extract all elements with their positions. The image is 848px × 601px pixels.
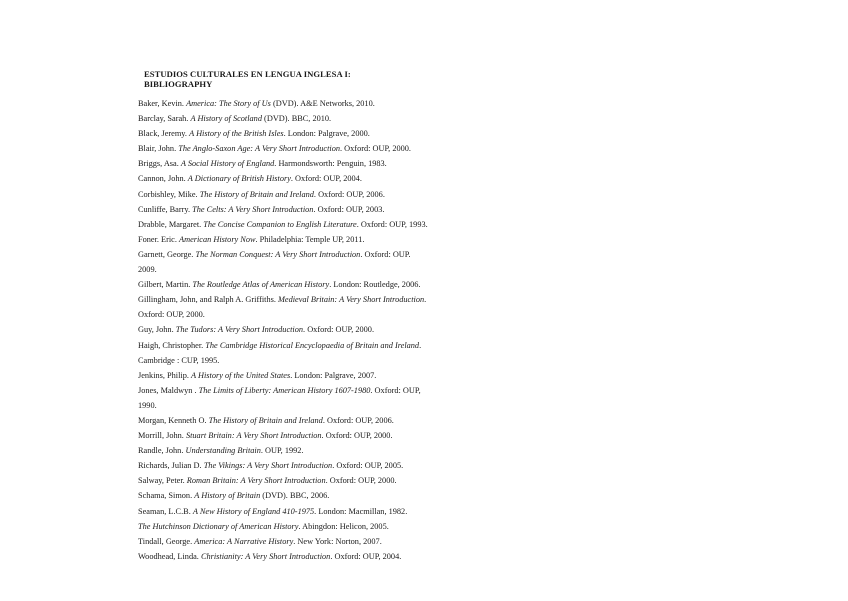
entry-text: Schama, Simon.	[138, 491, 195, 501]
entry-text: Foner. Eric.	[138, 234, 180, 244]
entry-text: . London: Palgrave, 2000.	[283, 129, 370, 139]
entry-text: Gillingham, John, and Ralph A. Griffiths.	[138, 295, 278, 305]
entry-line	[138, 156, 518, 171]
entry-text: Jenkins, Philip.	[138, 370, 192, 380]
entry-text: . Oxford: OUP.	[360, 249, 411, 259]
entry-text: Haigh, Christopher.	[138, 340, 206, 350]
title-line-2: BIBLIOGRAPHY	[144, 78, 213, 89]
entry-title-text: The Norman Conquest: A Very Short Introduction	[195, 249, 361, 259]
entry-text: . Oxford: OUP, 2003.	[313, 204, 385, 214]
bibliography-entry	[138, 156, 518, 171]
entry-title-text: The Vikings: A Very Short Introduction	[203, 461, 333, 471]
entry-line	[138, 368, 518, 383]
entry-line	[138, 443, 518, 458]
bibliography-entry	[138, 232, 518, 247]
bibliography-entry	[138, 443, 518, 458]
entry-text: Guy, John.	[138, 325, 176, 335]
entry-title-text: The Tudors: A Very Short Introduction	[175, 325, 304, 335]
entry-title-text: The History of Britain and Ireland	[199, 189, 314, 199]
bibliography-entry	[138, 202, 518, 217]
entry-title-text: Roman Britain: A Very Short Introduction	[186, 476, 326, 486]
entry-text: (DVD). BBC, 2010.	[261, 114, 332, 124]
bibliography-entry	[138, 458, 518, 473]
entry-title-text: A Social History of England	[180, 159, 275, 169]
bibliography-entry	[138, 383, 518, 413]
entry-text: . New York: Norton, 2007.	[293, 536, 382, 546]
bibliography-entry	[138, 473, 518, 488]
bibliography-entry	[138, 519, 518, 534]
bibliography-entry	[138, 277, 518, 292]
entry-line	[138, 473, 518, 488]
entry-title-text: A History of Scotland	[190, 114, 262, 124]
bibliography-entry	[138, 126, 518, 141]
entry-title-text: America: The Story of Us	[186, 99, 271, 108]
entry-text: . Harmondsworth: Penguin, 1983.	[274, 159, 387, 169]
entry-text: Seaman, L.C.B.	[138, 506, 193, 516]
entry-title-text: The Limits of Liberty: American History 1607-1980	[198, 385, 371, 395]
bibliography-entry	[138, 141, 518, 156]
entry-text: .	[419, 340, 422, 350]
entry-text: Oxford: OUP, 2000.	[138, 310, 205, 320]
bibliography-entry	[138, 488, 518, 503]
entry-text: Woodhead, Linda.	[138, 551, 201, 561]
bibliography-entry	[138, 247, 518, 277]
entry-text: . Oxford: OUP, 2006.	[313, 189, 385, 199]
entry-title-text: The Celts: A Very Short Introduction	[192, 204, 314, 214]
bibliography-entry	[138, 187, 518, 202]
entry-text: . Oxford: OUP, 2000.	[303, 325, 375, 335]
entry-text: Cannon, John.	[138, 174, 188, 184]
bibliography-entry	[138, 322, 518, 337]
entry-text: Tindall, George.	[138, 536, 195, 546]
entry-line	[138, 428, 518, 443]
entry-line	[138, 383, 518, 398]
entry-line	[138, 398, 518, 413]
entry-title-text: The Concise Companion to English Literature	[203, 219, 357, 229]
entry-text: . London: Routledge, 2006.	[329, 280, 421, 290]
entry-text: (DVD). BBC, 2006.	[260, 491, 330, 501]
entry-text: . Abingdon: Helicon, 2005.	[298, 521, 389, 531]
bibliography-entry	[138, 171, 518, 186]
entry-line	[138, 187, 518, 202]
entry-line	[138, 307, 518, 322]
bibliography-document	[138, 70, 518, 564]
bibliography-entry	[138, 549, 518, 564]
entry-title-text: A History of the United States	[191, 370, 291, 380]
entry-text: . Oxford: OUP, 2000.	[340, 144, 412, 154]
entry-line	[138, 338, 518, 353]
entry-line	[138, 413, 518, 428]
entry-line	[138, 353, 518, 368]
entry-title-text: The Cambridge Historical Encyclopaedia of Britain and Ireland	[205, 340, 420, 350]
entry-title-text: Stuart Britain: A Very Short Introduction	[185, 431, 322, 441]
entry-text: Barclay, Sarah.	[138, 114, 191, 124]
entry-line	[138, 202, 518, 217]
entry-line	[138, 126, 518, 141]
document-title	[144, 70, 518, 89]
bibliography-entry	[138, 217, 518, 232]
bibliography-entry	[138, 504, 518, 519]
entry-title-text: The Routledge Atlas of American History	[192, 280, 330, 290]
bibliography-entry	[138, 368, 518, 383]
entry-title-text: A Dictionary of British History	[187, 174, 291, 184]
entry-line	[138, 504, 518, 519]
entry-line	[138, 111, 518, 126]
entry-text: Corbishley, Mike.	[138, 189, 200, 199]
entry-line	[138, 262, 518, 277]
entry-line	[138, 141, 518, 156]
entry-text: . Oxford: OUP, 2006.	[322, 415, 394, 425]
entry-text: . London: Palgrave, 2007.	[290, 370, 377, 380]
title-line-1: ESTUDIOS CULTURALES EN LENGUA INGLESA I:	[144, 69, 351, 79]
bibliography-entry	[138, 534, 518, 549]
bibliography-entry	[138, 338, 518, 368]
bibliography-entry	[138, 96, 518, 111]
entry-line	[138, 232, 518, 247]
entry-line	[138, 549, 518, 564]
entry-text: 2009.	[138, 265, 157, 275]
entry-line	[138, 292, 518, 307]
entry-text: . London: Macmillan, 1982.	[314, 506, 408, 516]
bibliography-entry	[138, 111, 518, 126]
entry-line	[138, 96, 518, 111]
entry-line	[138, 322, 518, 337]
entry-title-text: The Anglo-Saxon Age: A Very Short Introduction	[178, 144, 341, 154]
entry-text: Black, Jeremy.	[138, 129, 190, 139]
entry-title-text: The Hutchinson Dictionary of American History	[138, 521, 299, 531]
entry-title-text: A New History of England 410-1975	[192, 506, 315, 516]
entry-text: . Oxford: OUP, 2000.	[325, 476, 397, 486]
entry-line	[138, 217, 518, 232]
entry-text: .	[424, 295, 427, 305]
entry-text: . Oxford: OUP, 2004.	[290, 174, 362, 184]
entry-text: Drabble, Margaret.	[138, 219, 204, 229]
entry-title-text: A History of the British Isles	[189, 129, 284, 139]
entry-text: (DVD). A&E Networks, 2010.	[270, 99, 375, 108]
bibliography-list	[138, 96, 518, 564]
entry-line	[138, 534, 518, 549]
entry-text: 1990.	[138, 400, 157, 410]
entry-title-text: Understanding Britain	[185, 446, 261, 456]
entry-text: Cambridge : CUP, 1995.	[138, 355, 220, 365]
entry-text: Richards, Julian D.	[138, 461, 204, 471]
entry-text: Blair, John.	[138, 144, 179, 154]
entry-text: . Oxford: OUP,	[370, 385, 421, 395]
entry-title-text: America: A Narrative History	[194, 536, 294, 546]
entry-line	[138, 277, 518, 292]
entry-text: Morgan, Kenneth O.	[138, 415, 209, 425]
entry-text: Briggs, Asa.	[138, 159, 181, 169]
entry-text: . Philadelphia: Temple UP, 2011.	[255, 234, 365, 244]
entry-line	[138, 519, 518, 534]
entry-text: . Oxford: OUP, 2005.	[332, 461, 404, 471]
entry-line	[138, 171, 518, 186]
entry-text: Cunliffe, Barry.	[138, 204, 193, 214]
entry-title-text: The History of Britain and Ireland	[208, 415, 323, 425]
entry-title-text: American History Now	[179, 234, 256, 244]
entry-text: . Oxford: OUP, 1993.	[356, 219, 428, 229]
entry-text: Salway, Peter.	[138, 476, 187, 486]
entry-text: . Oxford: OUP, 2004.	[330, 551, 402, 561]
entry-text: Garnett, George.	[138, 249, 196, 259]
entry-text: Baker, Kevin.	[138, 99, 187, 108]
entry-title-text: A History of Britain	[194, 491, 261, 501]
bibliography-entry	[138, 292, 518, 322]
entry-text: . Oxford: OUP, 2000.	[321, 431, 393, 441]
entry-title-text: Christianity: A Very Short Introduction	[200, 551, 331, 561]
entry-text: Jones, Maldwyn .	[138, 385, 199, 395]
entry-line	[138, 458, 518, 473]
bibliography-entry	[138, 428, 518, 443]
entry-title-text: Medieval Britain: A Very Short Introduction	[277, 295, 425, 305]
entry-text: . OUP, 1992.	[260, 446, 304, 456]
entry-text: Morrill, John.	[138, 431, 186, 441]
entry-text: Randle, John.	[138, 446, 186, 456]
bibliography-entry	[138, 413, 518, 428]
entry-line	[138, 247, 518, 262]
entry-text: Gilbert, Martin.	[138, 280, 193, 290]
entry-line	[138, 488, 518, 503]
